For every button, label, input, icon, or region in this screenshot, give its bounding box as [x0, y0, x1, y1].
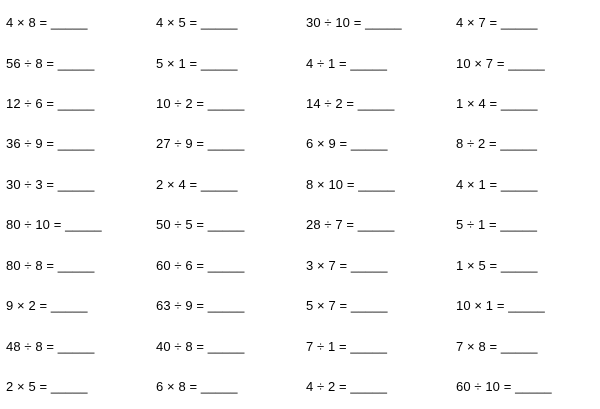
- problem: 30 ÷ 10 = _____: [306, 15, 402, 30]
- problem: 63 ÷ 9 = _____: [156, 298, 245, 313]
- problem: 5 × 7 = _____: [306, 298, 388, 313]
- problem: 80 ÷ 10 = _____: [6, 217, 102, 232]
- problem: 9 × 2 = _____: [6, 298, 88, 313]
- problem: 27 ÷ 9 = _____: [156, 136, 245, 151]
- problem: 2 × 4 = _____: [156, 177, 238, 192]
- problem: 6 × 9 = _____: [306, 136, 388, 151]
- problem: 3 × 7 = _____: [306, 258, 388, 273]
- problem: 8 × 10 = _____: [306, 177, 395, 192]
- problem: 4 ÷ 1 = _____: [306, 56, 388, 71]
- problem: 14 ÷ 2 = _____: [306, 96, 395, 111]
- problem: 4 ÷ 2 = _____: [306, 379, 388, 394]
- problem: 10 ÷ 2 = _____: [156, 96, 245, 111]
- problem: 2 × 5 = _____: [6, 379, 88, 394]
- problem: 5 ÷ 1 = _____: [456, 217, 538, 232]
- problem: 80 ÷ 8 = _____: [6, 258, 95, 273]
- problem: 56 ÷ 8 = _____: [6, 56, 95, 71]
- problem: 60 ÷ 6 = _____: [156, 258, 245, 273]
- problem: 10 × 1 = _____: [456, 298, 545, 313]
- problem: 4 × 7 = _____: [456, 15, 538, 30]
- problem: 7 ÷ 1 = _____: [306, 339, 388, 354]
- problem: 12 ÷ 6 = _____: [6, 96, 95, 111]
- problem: 7 × 8 = _____: [456, 339, 538, 354]
- problem: 6 × 8 = _____: [156, 379, 238, 394]
- problem: 4 × 5 = _____: [156, 15, 238, 30]
- problem: 4 × 8 = _____: [6, 15, 88, 30]
- problem: 60 ÷ 10 = _____: [456, 379, 552, 394]
- problem: 4 × 1 = _____: [456, 177, 538, 192]
- problem: 1 × 5 = _____: [456, 258, 538, 273]
- problem: 8 ÷ 2 = _____: [456, 136, 538, 151]
- problem: 10 × 7 = _____: [456, 56, 545, 71]
- problem: 5 × 1 = _____: [156, 56, 238, 71]
- problem: 1 × 4 = _____: [456, 96, 538, 111]
- problem: 50 ÷ 5 = _____: [156, 217, 245, 232]
- problem: 48 ÷ 8 = _____: [6, 339, 95, 354]
- problem: 28 ÷ 7 = _____: [306, 217, 395, 232]
- problem: 36 ÷ 9 = _____: [6, 136, 95, 151]
- problem: 30 ÷ 3 = _____: [6, 177, 95, 192]
- problem: 40 ÷ 8 = _____: [156, 339, 245, 354]
